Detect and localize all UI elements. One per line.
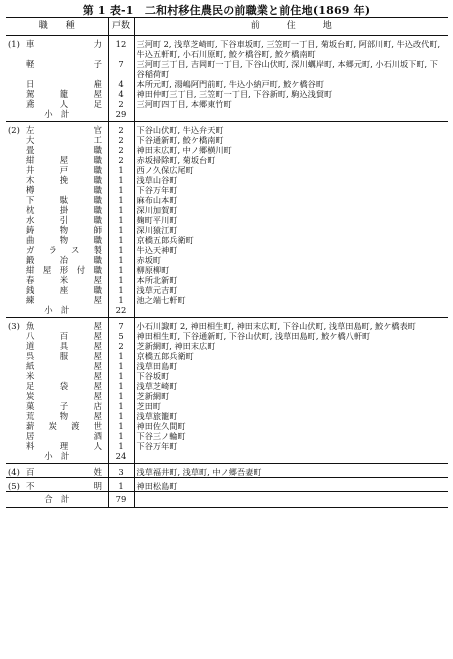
occupation-name: 料 理 人 [26, 441, 102, 451]
subtotal-row [6, 451, 448, 464]
occupation-cell [6, 341, 108, 351]
occupation-cell [6, 59, 108, 79]
household-count: 1 [108, 421, 134, 431]
previous-residence: 下谷万年町 [136, 185, 178, 195]
table-row [6, 441, 448, 451]
table-row [6, 225, 448, 235]
previous-residence: 小石川諏町 2, 神田相生町, 神田末広町, 下谷山伏町, 浅草田島町, 鮫ケ橋表町 [134, 318, 448, 332]
occupation-cell [6, 318, 108, 332]
subtotal-label: 小 計 [6, 109, 108, 122]
occupation-cell [6, 89, 108, 99]
table-row [6, 155, 448, 165]
household-count: 1 [108, 411, 134, 421]
header-residence: 前 住 地 [134, 18, 448, 36]
total-row [6, 492, 448, 508]
group-number: (2) [8, 125, 20, 135]
table-row [6, 205, 448, 215]
subtotal-empty [134, 305, 448, 318]
occupation-name: 駕 籠 屋 [26, 89, 102, 99]
occupation-name: 練 屋 [26, 295, 102, 305]
table-row [6, 89, 448, 99]
previous-residence: 浅草旅籠町 [136, 411, 178, 421]
previous-residence: 赤坂掃除町, 菊坂台町 [136, 155, 216, 165]
group-number: (3) [8, 321, 20, 331]
household-count: 1 [108, 195, 134, 205]
occupation-name: 薪炭渡世 [26, 421, 102, 431]
household-count: 2 [108, 145, 134, 155]
occupation-name: 日 雇 [26, 79, 102, 89]
subtotal-count: 22 [108, 305, 134, 318]
previous-residence: 三河町 2, 浅草芝崎町, 下谷車坂町, 三笠町一丁目, 菊坂台町, 阿部川町, 牛込改代町, 牛込五軒町, 小石川原町, 鮫ケ橋谷町, 鮫ケ橋南町 [136, 39, 441, 59]
occupation-cell [6, 295, 108, 305]
occupation-name: 百 姓 [26, 467, 102, 477]
household-count: 2 [108, 135, 134, 145]
occupation-name: 不 明 [26, 481, 102, 491]
previous-residence: 三河町三丁目, 吉岡町一丁目, 下谷山伏町, 深川蠣岸町, 本郷元町, 小石川坂下町, 下谷稲荷町 [136, 59, 438, 79]
table-body [6, 36, 448, 508]
table-row [6, 135, 448, 145]
occupation-name: ガラス製 [26, 245, 102, 255]
previous-residence: 本所元町, 湯嶋阿門前町, 牛込小納戸町, 鮫ケ橋谷町 [136, 79, 325, 89]
subtotal-count: 29 [108, 109, 134, 122]
occupation-name: 米 屋 [26, 371, 102, 381]
previous-residence: 浅草田島町 [136, 361, 178, 371]
occupation-cell [6, 145, 108, 155]
occupation-name: 荒 物 屋 [26, 411, 102, 421]
previous-residence: 下谷万年町 [136, 441, 178, 451]
household-count: 1 [108, 381, 134, 391]
previous-residence: 西ノ久保広尾町 [136, 165, 194, 175]
occupation-cell [6, 195, 108, 205]
occupation-name: 畳 職 [26, 145, 102, 155]
occupation-name: 紺屋形付職 [26, 265, 102, 275]
occupation-cell [6, 245, 108, 255]
occupation-cell [6, 478, 108, 492]
subtotal-label: 小 計 [6, 451, 108, 464]
previous-residence: 牛込天神町 [136, 245, 178, 255]
table-row [6, 411, 448, 421]
previous-residence: 神田相生町, 下谷通新町, 下谷山伏町, 浅草田島町, 鮫ケ橋八軒町 [136, 331, 371, 341]
occupation-name: 木 挽 職 [26, 175, 102, 185]
household-count: 12 [108, 36, 134, 60]
household-count: 1 [108, 401, 134, 411]
household-count: 2 [108, 99, 134, 109]
household-count: 1 [108, 431, 134, 441]
previous-residence: 京橋五郎兵衛町 [136, 351, 194, 361]
table-row [6, 215, 448, 225]
household-count: 5 [108, 331, 134, 341]
total-label: 合 計 [6, 492, 108, 508]
household-count: 1 [108, 275, 134, 285]
previous-residence: 麻布山本町 [136, 195, 178, 205]
occupation-cell [6, 351, 108, 361]
subtotal-row [6, 109, 448, 122]
occupation-cell [6, 122, 108, 136]
table-row [6, 59, 448, 79]
occupation-name: 魚 屋 [26, 321, 102, 331]
occupation-cell [6, 441, 108, 451]
occupation-residence-table [6, 17, 448, 508]
table-row [6, 464, 448, 478]
total-empty [134, 492, 448, 508]
occupation-cell [6, 155, 108, 165]
subtotal-empty [134, 109, 448, 122]
occupation-cell [6, 265, 108, 275]
previous-residence: 下谷通新町, 鮫ケ橋南町 [136, 135, 224, 145]
occupation-cell [6, 381, 108, 391]
group-number: (4) [8, 467, 20, 477]
household-count: 1 [108, 371, 134, 381]
table-row [6, 341, 448, 351]
table-row [6, 421, 448, 431]
occupation-name: 樽 職 [26, 185, 102, 195]
occupation-name: 居 酒 [26, 431, 102, 441]
previous-residence: 赤坂町 [136, 255, 162, 265]
previous-residence: 芝田町 [136, 401, 162, 411]
household-count: 1 [108, 225, 134, 235]
table-row [6, 361, 448, 371]
occupation-name: 春 米 屋 [26, 275, 102, 285]
previous-residence: 麹町平川町 [136, 215, 178, 225]
occupation-cell [6, 165, 108, 175]
previous-residence: 神田佐久間町 [136, 421, 186, 431]
household-count: 1 [108, 235, 134, 245]
group-number: (1) [8, 39, 20, 49]
occupation-name: 左 官 [26, 125, 102, 135]
household-count: 1 [108, 175, 134, 185]
occupation-cell [6, 285, 108, 295]
header-row [6, 18, 448, 36]
subtotal-label: 小 計 [6, 305, 108, 318]
previous-residence: 浅草芝崎町 [136, 381, 178, 391]
household-count: 7 [108, 318, 134, 332]
occupation-cell [6, 215, 108, 225]
household-count: 1 [108, 205, 134, 215]
occupation-name: 曲 物 職 [26, 235, 102, 245]
household-count: 1 [108, 391, 134, 401]
header-households: 戸数 [108, 18, 134, 36]
household-count: 1 [108, 165, 134, 175]
previous-residence: 神田松島町 [134, 478, 448, 492]
household-count: 1 [108, 361, 134, 371]
occupation-name: 車 力 [26, 39, 102, 49]
previous-residence: 浅草福井町, 浅草町, 中ノ郷吾妻町 [134, 464, 448, 478]
occupation-name: 枕 掛 職 [26, 205, 102, 215]
table-row [6, 122, 448, 136]
household-count: 1 [108, 215, 134, 225]
table-row [6, 265, 448, 275]
table-row [6, 351, 448, 361]
occupation-cell [6, 431, 108, 441]
table-row [6, 195, 448, 205]
table-row [6, 175, 448, 185]
table-row [6, 401, 448, 411]
occupation-cell [6, 401, 108, 411]
occupation-name: 下 駄 職 [26, 195, 102, 205]
occupation-cell [6, 36, 108, 60]
table-row [6, 381, 448, 391]
subtotal-row [6, 305, 448, 318]
table-row [6, 36, 448, 60]
household-count: 4 [108, 79, 134, 89]
previous-residence: 柳原柳町 [136, 265, 170, 275]
table-row [6, 371, 448, 381]
occupation-name: 紙 屋 [26, 361, 102, 371]
occupation-name: 八 百 屋 [26, 331, 102, 341]
table-row [6, 245, 448, 255]
table-row [6, 318, 448, 332]
previous-residence: 三河町四丁目, 本郷東竹町 [136, 99, 232, 109]
occupation-name: 菓 子 店 [26, 401, 102, 411]
previous-residence: 芝新網町 [136, 391, 170, 401]
previous-residence: 本所北新町 [136, 275, 178, 285]
occupation-name: 鳶 人 足 [26, 99, 102, 109]
occupation-name: 大 工 [26, 135, 102, 145]
table-row [6, 331, 448, 341]
household-count: 1 [108, 285, 134, 295]
table-title: 第 1 表-1 二和村移住農民の前職業と前住地(1869 年) [82, 4, 371, 17]
occupation-name: 鍛 冶 職 [26, 255, 102, 265]
table-row [6, 431, 448, 441]
occupation-cell [6, 371, 108, 381]
table-row [6, 295, 448, 305]
occupation-name: 銭 座 職 [26, 285, 102, 295]
household-count: 1 [108, 185, 134, 195]
occupation-cell [6, 464, 108, 478]
subtotal-empty [134, 451, 448, 464]
occupation-name: 軽 子 [26, 59, 102, 69]
table-row [6, 391, 448, 401]
occupation-cell [6, 185, 108, 195]
previous-residence: 池之端七軒町 [136, 295, 186, 305]
occupation-cell [6, 411, 108, 421]
table-row [6, 165, 448, 175]
household-count: 3 [108, 464, 134, 478]
household-count: 2 [108, 155, 134, 165]
previous-residence: 深川猿江町 [136, 225, 178, 235]
occupation-name: 足 袋 屋 [26, 381, 102, 391]
table-row [6, 478, 448, 492]
occupation-cell [6, 225, 108, 235]
household-count: 1 [108, 245, 134, 255]
previous-residence: 浅草山谷町 [136, 175, 178, 185]
occupation-name: 炭 屋 [26, 391, 102, 401]
group-number: (5) [8, 481, 20, 491]
occupation-name: 鋳 物 師 [26, 225, 102, 235]
previous-residence: 神田末広町, 中ノ郷横川町 [136, 145, 232, 155]
occupation-cell [6, 275, 108, 285]
previous-residence: 浅草元吉町 [136, 285, 178, 295]
table-row [6, 275, 448, 285]
occupation-cell [6, 99, 108, 109]
table-row [6, 79, 448, 89]
occupation-cell [6, 135, 108, 145]
occupation-name: 水 引 職 [26, 215, 102, 225]
household-count: 1 [108, 265, 134, 275]
table-row [6, 99, 448, 109]
household-count: 4 [108, 89, 134, 99]
previous-residence: 深川加賀町 [136, 205, 178, 215]
household-count: 1 [108, 351, 134, 361]
previous-residence: 下谷三ノ輪町 [136, 431, 186, 441]
occupation-name: 道 具 屋 [26, 341, 102, 351]
header-occupation: 職 種 [6, 18, 108, 36]
table-row [6, 285, 448, 295]
previous-residence: 下谷山伏町, 牛込弁天町 [134, 122, 448, 136]
subtotal-count: 24 [108, 451, 134, 464]
occupation-name: 呉 服 屋 [26, 351, 102, 361]
occupation-cell [6, 175, 108, 185]
occupation-cell [6, 79, 108, 89]
table-row [6, 255, 448, 265]
total-count: 79 [108, 492, 134, 508]
table-row [6, 235, 448, 245]
household-count: 2 [108, 341, 134, 351]
previous-residence: 神田仲町三丁目, 三笠町一丁目, 下谷新町, 駒込浅貿町 [136, 89, 333, 99]
previous-residence: 芝新網町, 神田末広町 [136, 341, 216, 351]
household-count: 1 [108, 478, 134, 492]
occupation-cell [6, 255, 108, 265]
household-count: 7 [108, 59, 134, 79]
previous-residence: 下谷坂町 [136, 371, 170, 381]
occupation-cell [6, 361, 108, 371]
occupation-cell [6, 235, 108, 245]
occupation-cell [6, 205, 108, 215]
household-count: 2 [108, 122, 134, 136]
occupation-name: 紺 屋 職 [26, 155, 102, 165]
occupation-name: 井 戸 職 [26, 165, 102, 175]
occupation-cell [6, 391, 108, 401]
previous-residence: 京橋五郎兵衛町 [136, 235, 194, 245]
table-row [6, 185, 448, 195]
household-count: 1 [108, 255, 134, 265]
household-count: 1 [108, 295, 134, 305]
household-count: 1 [108, 441, 134, 451]
occupation-cell [6, 331, 108, 341]
table-row [6, 145, 448, 155]
occupation-cell [6, 421, 108, 431]
